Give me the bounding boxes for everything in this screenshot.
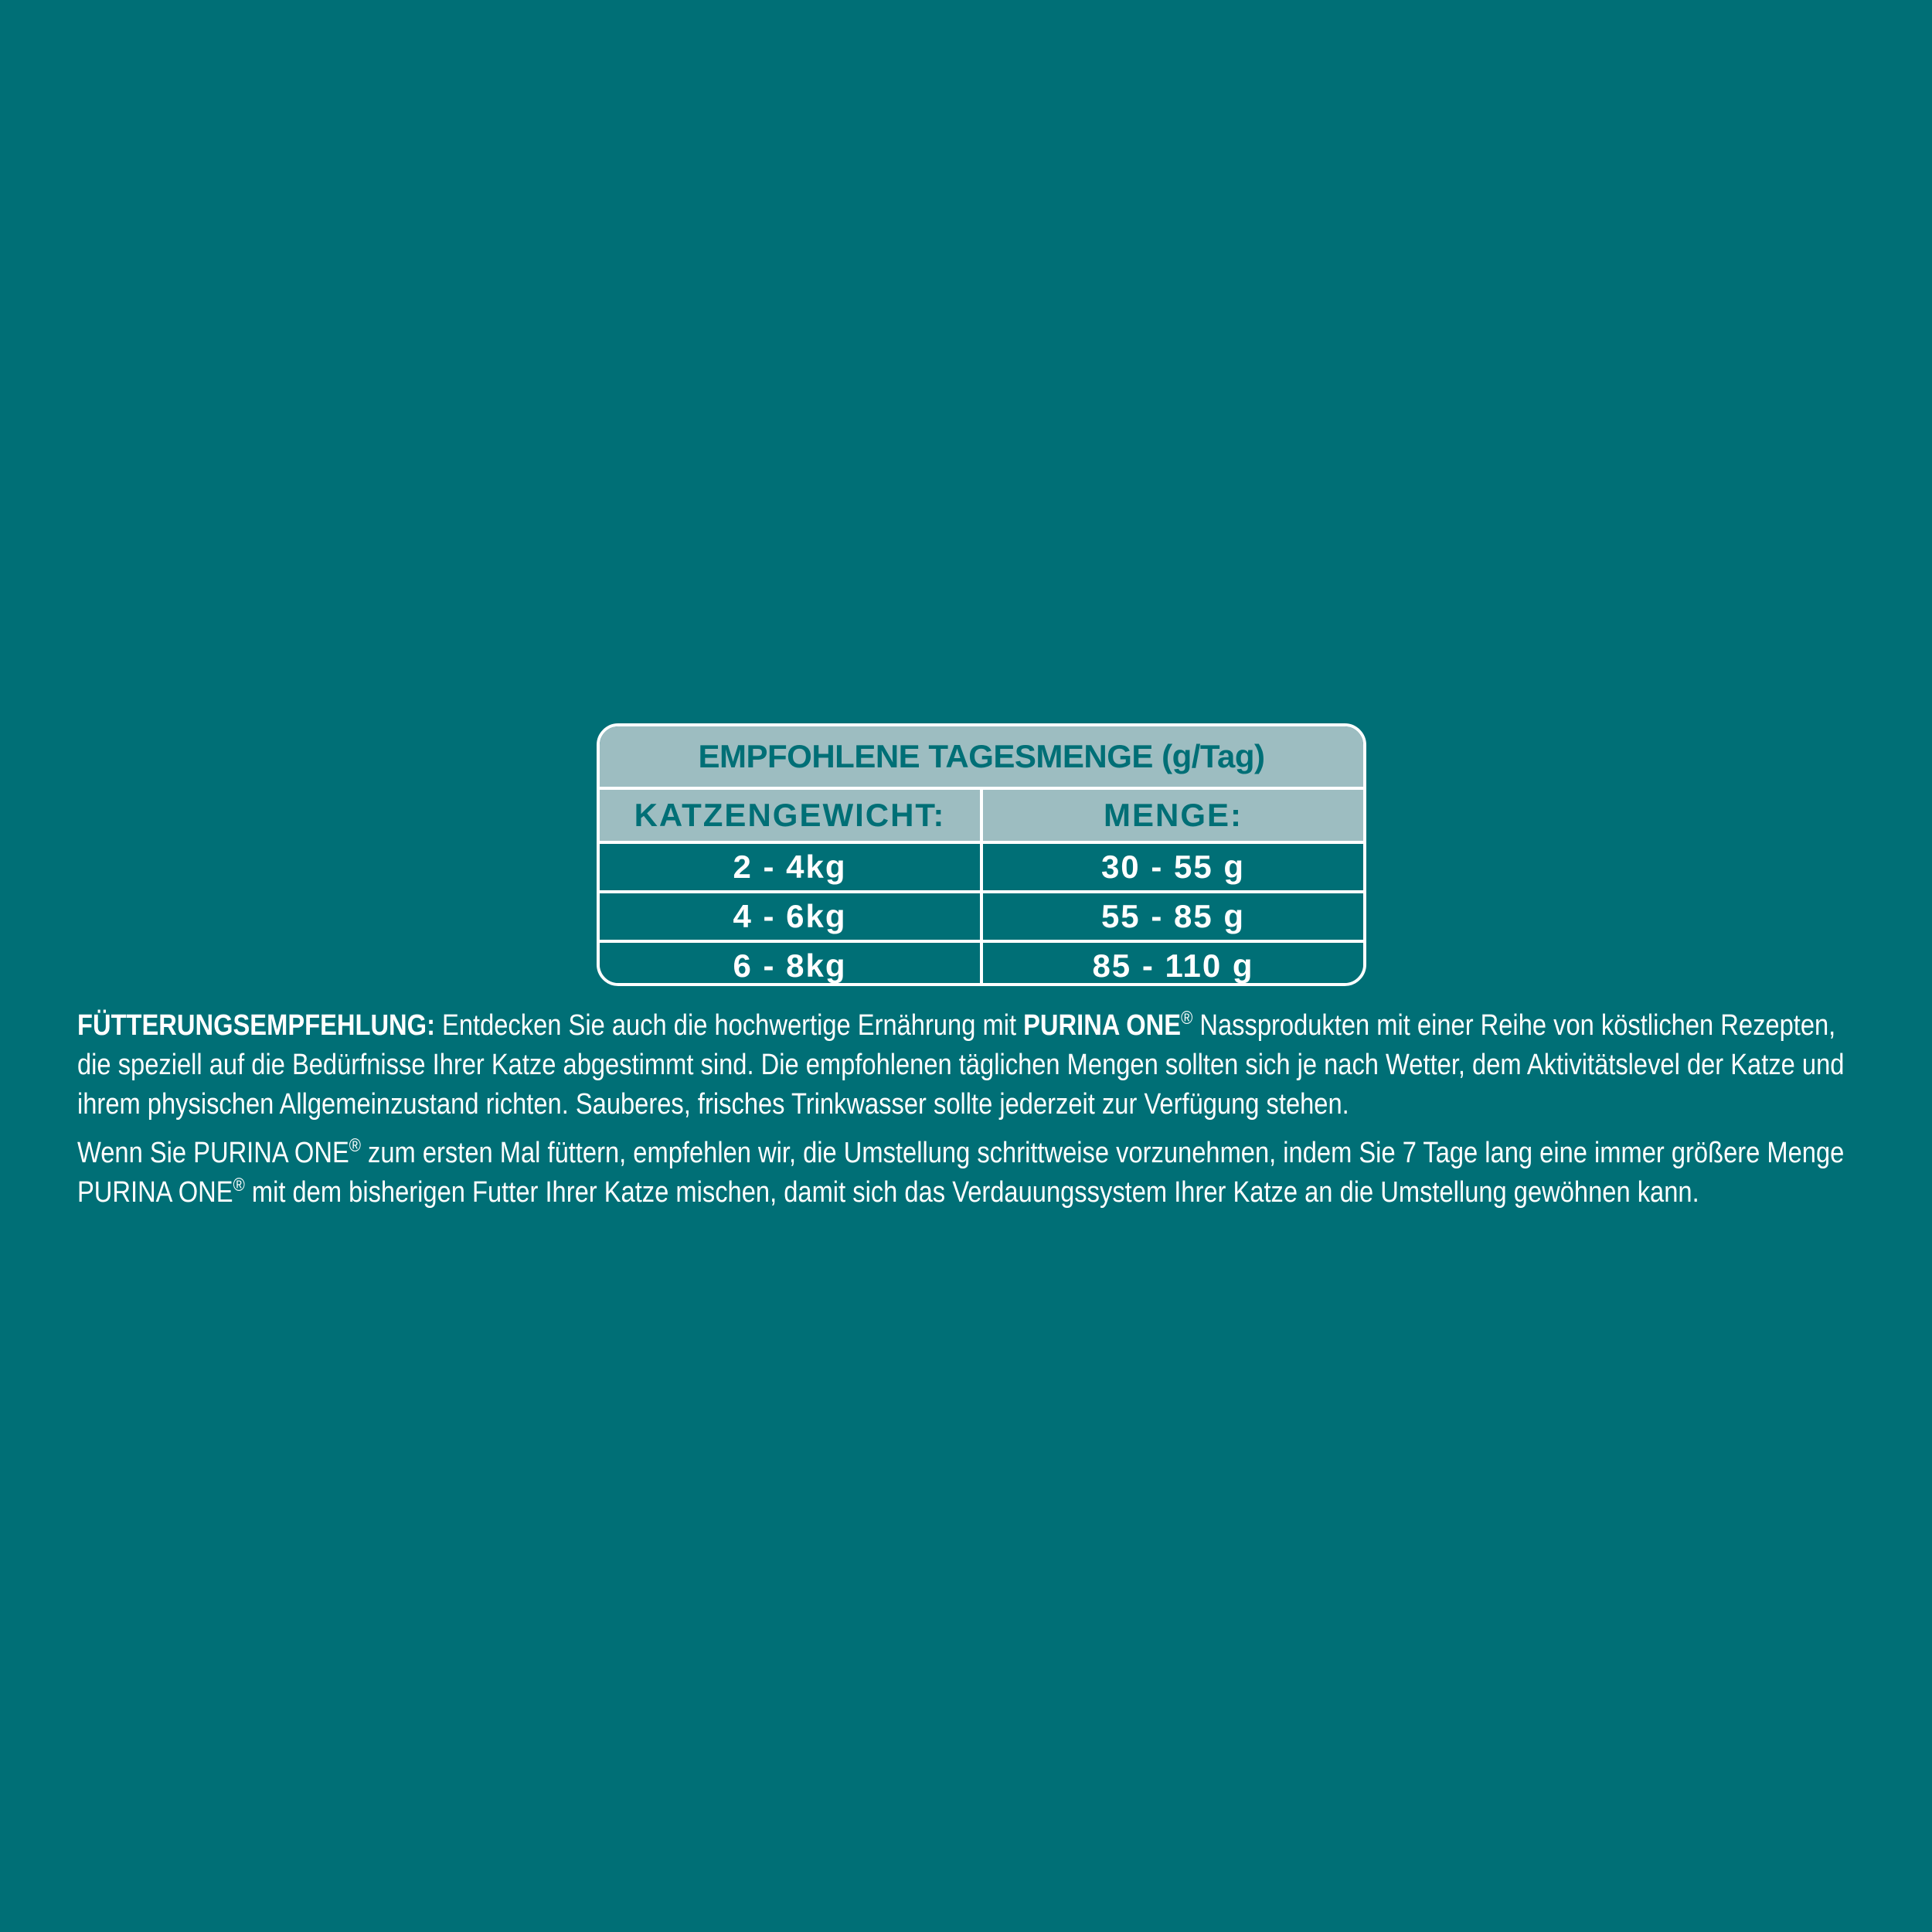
registered-mark: ® [349,1135,361,1156]
weight-cell: 4 - 6kg [600,893,983,940]
paragraph-2-text-b: zum ersten Mal füttern, empfehlen wir, die Umstellung schrittweise vorzunehmen, indem Sie 7 Tage lang eine immer größere Menge PURINA ONE [77,1137,1845,1209]
paragraph-2 [77,1134,1872,1213]
table-row [600,943,1363,986]
paragraph-1-text-a: Entdecken Sie auch die hochwertige Ernährung mit [434,1009,1024,1042]
table-title: EMPFOHLENE TAGESMENGE (g/Tag) [600,726,1363,790]
feeding-recommendation-text [77,1006,1845,1124]
registered-mark: ® [233,1175,245,1196]
table-row [600,893,1363,943]
transition-text [77,1134,1845,1213]
feeding-table [597,723,1366,986]
registered-mark: ® [1181,1008,1193,1029]
column-header-amount: MENGE: [1104,797,1243,833]
paragraph-2-text-c: mit dem bisherigen Futter Ihrer Katze mischen, damit sich das Verdauungssystem Ihrer Katze an die Umstellung gewöhnen kann. [244,1176,1699,1209]
paragraph-1-text-b: Nassprodukten mit einer Reihe von köstlichen Rezepten, die speziell auf die Bedürfnisse Ihrer Katze abgestimmt sind. Die empfohlenen täglichen Mengen sollten sich je nach Wetter, dem Aktivitätslevel der Katze und ihrem physischen Allgemeinzustand richten. Sauberes, frisches Trinkwasser sollte jederzeit zur Verfügung stehen. [77,1009,1845,1121]
paragraph-1 [77,1006,1872,1124]
amount-cell: 30 - 55 g [1100,849,1246,885]
weight-cell: 2 - 4kg [600,844,983,890]
weight-cell: 6 - 8kg [600,943,983,986]
feeding-recommendation-label: FÜTTERUNGSEMPFEHLUNG: [77,1009,435,1042]
amount-cell: 55 - 85 g [1100,898,1246,934]
table-header-row [600,790,1363,844]
amount-cell: 85 - 110 g [1092,947,1254,984]
brand-name: PURINA ONE [1023,1009,1182,1042]
table-row [600,844,1363,893]
paragraph-2-text-a: Wenn Sie PURINA ONE [77,1137,349,1169]
column-header-weight: KATZENGEWICHT: [600,790,983,841]
